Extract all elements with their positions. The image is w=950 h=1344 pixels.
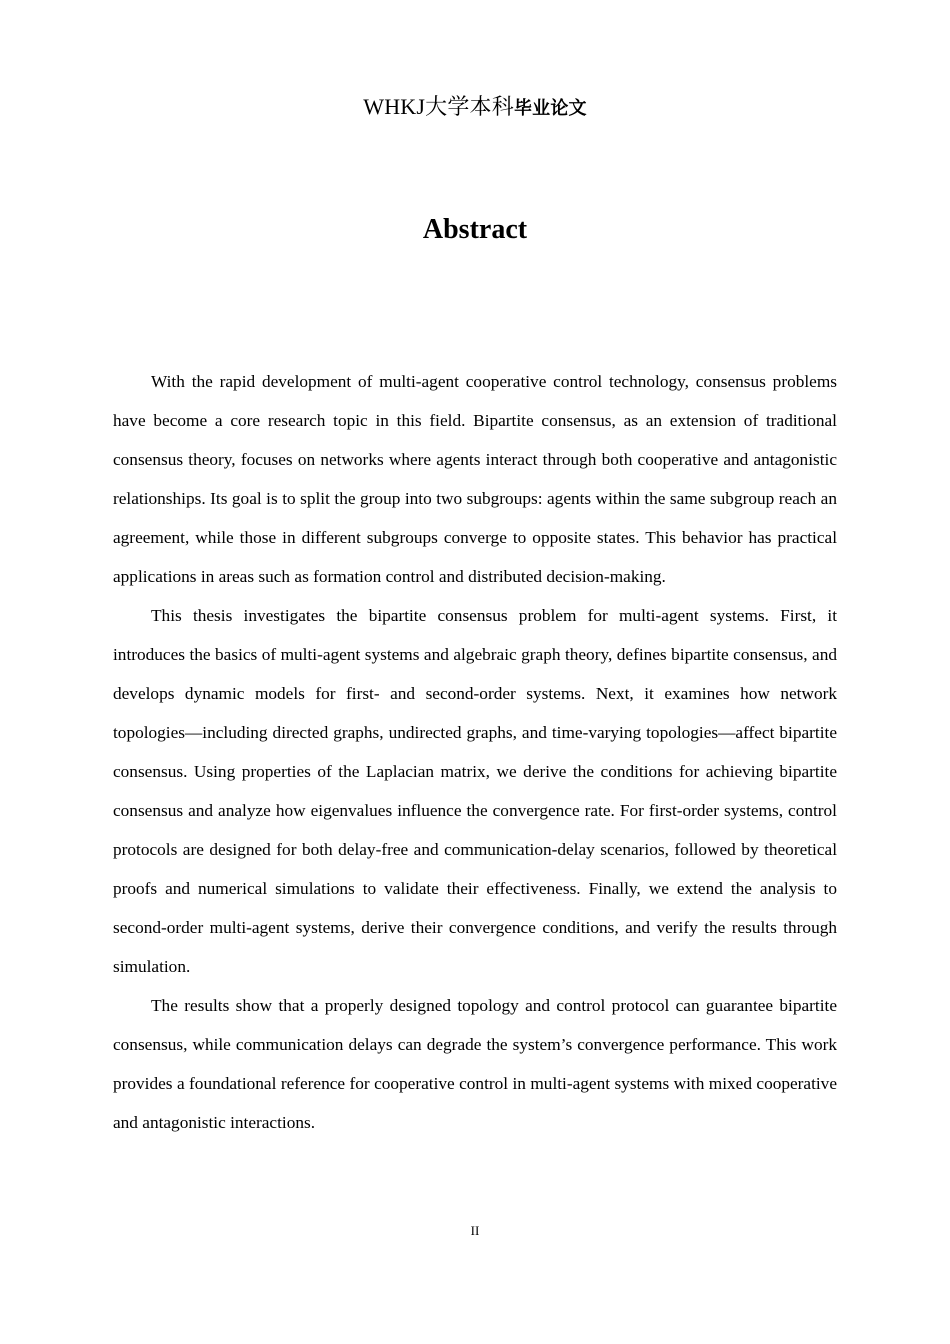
abstract-paragraph-3: The results show that a properly designed topology and control protocol can guarantee bipartite consensus, while communication delays can degrade the system’s convergence performance. This work provides a foundational reference for cooperative control in multi-agent systems with mixed cooperative and antagonistic interactions. (113, 996, 837, 1132)
abstract-paragraph-1: With the rapid development of multi-agent cooperative control technology, consensus problems have become a core research topic in this field. Bipartite consensus, as an extension of traditional consensus theory, focuses on networks where agents interact through both cooperative and antagonistic relationships. Its goal is to split the group into two subgroups: agents within the same subgroup reach an agreement, while those in different subgroups converge to opposite states. This behavior has practical applications in areas such as formation control and distributed decision-making. (113, 372, 837, 586)
page-number: II (470, 1223, 480, 1238)
abstract-paragraph-2: This thesis investigates the bipartite consensus problem for multi-agent systems. First, it introduces the basics of multi-agent systems and algebraic graph theory, defines bipartite consensus, and develops dynamic models for first- and second-order systems. Next, it examines how network topologies—including directed graphs, undirected graphs, and time-varying topologies—affect bipartite consensus. Using properties of the Laplacian matrix, we derive the conditions for achieving bipartite consensus and analyze how eigenvalues influence the convergence rate. For first-order systems, control protocols are designed for both delay-free and communication-delay scenarios, followed by theoretical proofs and numerical simulations to validate their effectiveness. Finally, we extend the analysis to second-order multi-agent systems, derive their convergence conditions, and verify the results through simulation. (113, 606, 837, 976)
abstract-body (113, 362, 837, 1142)
page-header (0, 92, 950, 124)
header-thesis-label: 毕业论文 (513, 98, 587, 119)
header-university: WHKJ大学本科 (363, 94, 514, 119)
abstract-title: Abstract (422, 214, 528, 245)
